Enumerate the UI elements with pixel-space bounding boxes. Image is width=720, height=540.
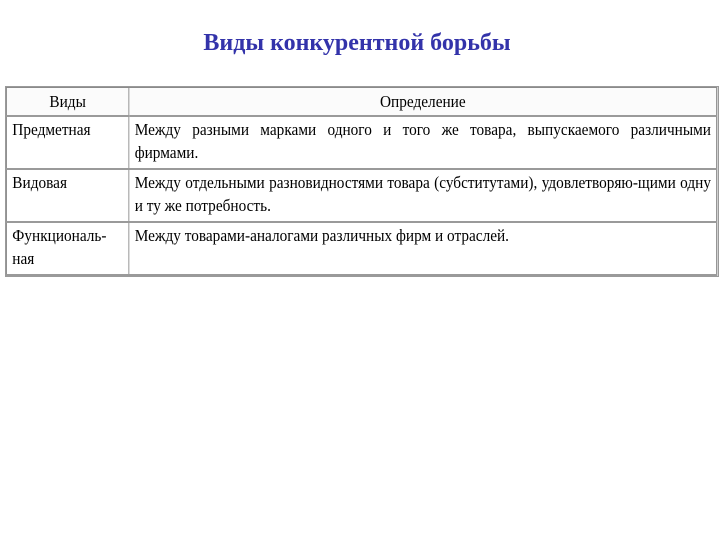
- slide-title: Виды конкурентной борьбы: [203, 30, 511, 56]
- kind-cell: Функциональ-ная: [6, 222, 128, 275]
- kind-cell: Видовая: [6, 169, 128, 222]
- definition-cell: Между товарами-аналогами различных фирм и отраслей.: [129, 222, 717, 275]
- table-body: [6, 116, 716, 275]
- competition-types-table: [5, 86, 719, 277]
- definition-cell: Между разными марками одного и того же товара, выпускаемого различными фирмами.: [129, 116, 717, 169]
- definition-cell: Между отдельными разновидностями товара (субститутами), удовлетворяю-щими одну и ту же потребность.: [129, 169, 717, 222]
- header-row: [6, 88, 716, 117]
- column-header-definition: Определение: [129, 88, 717, 117]
- table: [6, 87, 717, 276]
- kind-cell: Предметная: [6, 116, 128, 169]
- column-header-kinds: Виды: [6, 88, 128, 117]
- table-row: [6, 169, 716, 222]
- table-header: [6, 88, 716, 117]
- table-row: [6, 116, 716, 169]
- table-row: [6, 222, 716, 275]
